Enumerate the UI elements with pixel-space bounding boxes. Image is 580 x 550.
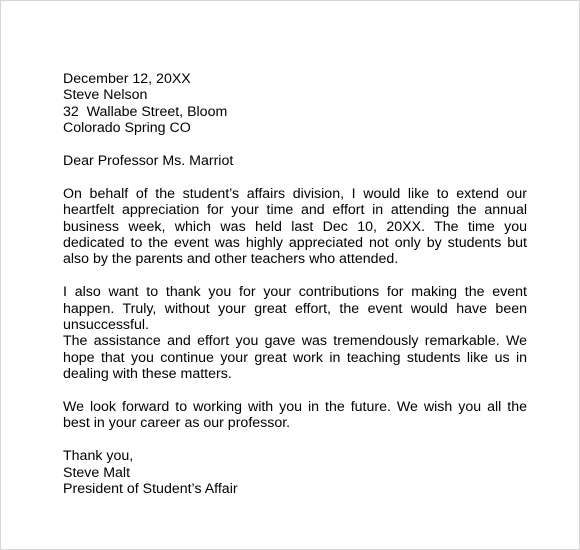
spacer <box>63 169 527 185</box>
paragraph-appreciation: On behalf of the student’s affairs division, I would like to extend our heartfelt appreciation for your time and effort in attending the annual business week, which was held last Dec 10, 20XX. The time you dedicated to the event was highly appreciated not only by students but also by the parents and other teachers who attended. <box>63 185 527 268</box>
spacer <box>63 268 527 284</box>
recipient-street: 32 Wallabe Street, Bloom <box>63 103 228 120</box>
spacer <box>63 137 527 153</box>
salutation: Dear Professor Ms. Marriot <box>63 153 234 170</box>
signer-name: Steve Malt <box>63 464 131 481</box>
recipient-name: Steve Nelson <box>63 87 148 104</box>
paragraph-assistance: The assistance and effort you gave was tremendously remarkable. We hope that you continue your great work in teaching students like us in dealing with these matters. <box>63 333 527 383</box>
spacer <box>63 383 527 399</box>
letter-body <box>63 71 527 497</box>
paragraph-future: We look forward to working with you in the future. We wish you all the best in your career as our professor. <box>63 399 527 432</box>
paragraph-contributions: I also want to thank you for your contributions for making the event happen. Truly, without your great effort, the event would have been unsuccessful. <box>63 284 527 334</box>
letter-date: December 12, 20XX <box>63 71 191 87</box>
signer-title: President of Student’s Affair <box>63 481 238 498</box>
valediction: Thank you, <box>63 448 134 465</box>
recipient-city: Colorado Spring CO <box>63 120 191 137</box>
spacer <box>63 432 527 448</box>
